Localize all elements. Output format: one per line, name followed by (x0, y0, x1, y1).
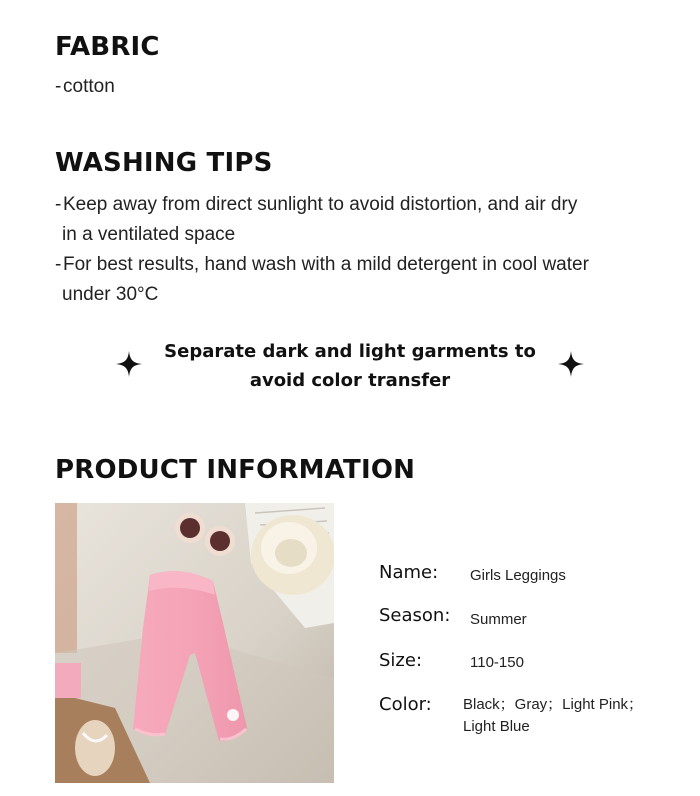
fabric-line (55, 76, 115, 98)
spec-season-value: Summer (470, 611, 527, 628)
washing-tip-2-line2: under 30°C (62, 284, 159, 305)
washing-tip-1-line2: in a ventilated space (62, 224, 236, 245)
washing-tip-2 (55, 254, 589, 276)
spec-color-value-line1: Black；Gray；Light Pink； (463, 696, 644, 713)
separation-note-line1: Separate dark and light garments to (164, 341, 536, 362)
separation-note (150, 337, 550, 395)
spec-name-value: Girls Leggings (470, 567, 566, 584)
bullet-dash: - (55, 76, 62, 97)
product-info-title: PRODUCT INFORMATION (55, 455, 416, 485)
bullet-dash: - (55, 254, 62, 275)
four-point-star-icon (116, 351, 142, 377)
fabric-title: FABRIC (55, 32, 160, 62)
spec-color-value-line2: Light Blue (463, 718, 530, 735)
washing-tip-1-line1: Keep away from direct sunlight to avoid distortion, and air dry (63, 194, 578, 215)
separation-note-line2: avoid color transfer (249, 370, 451, 391)
spec-size-label: Size: (379, 650, 423, 671)
spec-season-label: Season: (379, 605, 451, 626)
spec-name-label: Name: (379, 562, 439, 583)
leggings-illustration (55, 503, 334, 783)
four-point-star-icon (558, 351, 584, 377)
washing-tips-title: WASHING TIPS (55, 148, 273, 178)
spec-color-label: Color: (379, 694, 432, 715)
washing-tip-1 (55, 194, 577, 216)
bullet-dash: - (55, 194, 62, 215)
spec-color-value (463, 694, 643, 738)
washing-tip-2-line1: For best results, hand wash with a mild detergent in cool water (63, 254, 589, 275)
spec-size-value: 110-150 (470, 654, 524, 671)
product-photo (55, 503, 334, 783)
fabric-text: cotton (63, 76, 115, 97)
